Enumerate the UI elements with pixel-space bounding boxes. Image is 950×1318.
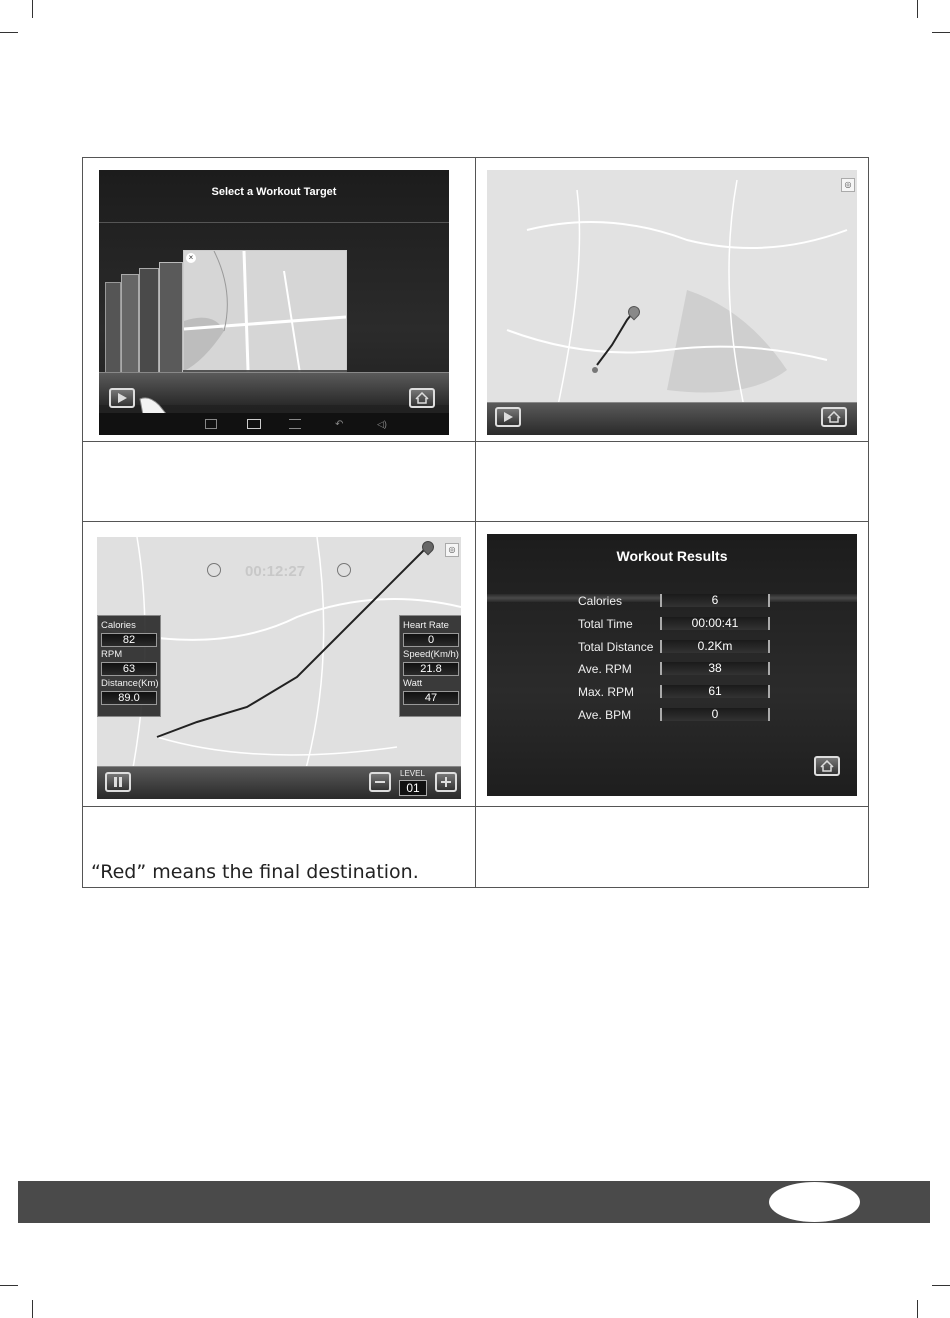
crop-mark (0, 1285, 18, 1286)
grid-divider (83, 521, 868, 522)
volume-icon[interactable]: ◁) (377, 419, 387, 429)
watt-label: Watt (403, 678, 423, 689)
destination-caption: “Red” means the final destination. (91, 861, 419, 883)
home-button[interactable] (409, 388, 435, 408)
crop-mark (932, 32, 950, 33)
calories-label: Calories (101, 620, 136, 631)
total-time-label: Total Time (578, 617, 633, 631)
close-card-icon[interactable]: × (186, 253, 196, 263)
pause-button[interactable] (105, 772, 131, 792)
rpm-value: 63 (101, 662, 157, 676)
level-down-button[interactable] (369, 772, 391, 792)
back-icon[interactable]: ↶ (335, 419, 344, 430)
ave-rpm-value: 38 (660, 662, 770, 675)
map-overview-screen (487, 170, 857, 435)
control-bar (487, 402, 857, 435)
android-home-icon[interactable] (289, 419, 301, 429)
level-value: 01 (399, 780, 427, 796)
play-button[interactable] (495, 407, 521, 427)
rpm-label: RPM (101, 649, 123, 660)
distance-value: 89.0 (101, 691, 157, 705)
home-button[interactable] (821, 407, 847, 427)
minus-icon (374, 776, 386, 788)
home-button[interactable] (814, 756, 840, 776)
prev-view-icon[interactable] (207, 563, 221, 577)
max-rpm-value: 61 (660, 685, 770, 698)
heart-rate-value: 0 (403, 633, 459, 647)
page-number-badge (769, 1182, 860, 1222)
calories-value: 82 (101, 633, 157, 647)
total-distance-label: Total Distance (578, 640, 654, 654)
android-nav-bar (99, 413, 449, 435)
locate-icon[interactable]: ◎ (445, 543, 459, 557)
recent-apps-icon[interactable] (205, 419, 217, 429)
crop-mark (32, 0, 33, 18)
max-rpm-label: Max. RPM (578, 685, 635, 699)
results-title: Workout Results (616, 548, 728, 564)
screenshot-grid (82, 157, 869, 888)
speed-value: 21.8 (403, 662, 459, 676)
ave-rpm-label: Ave. RPM (578, 662, 632, 676)
crop-mark (32, 1300, 33, 1318)
crop-mark (0, 32, 18, 33)
total-distance-value: 0.2Km (660, 640, 770, 653)
elapsed-timer: 00:12:27 (245, 563, 306, 580)
home-icon (415, 392, 429, 404)
home-icon (820, 760, 834, 772)
level-label: LEVEL (400, 769, 425, 778)
plus-icon (440, 776, 452, 788)
pause-icon (112, 776, 124, 788)
calories-value: 6 (660, 594, 770, 607)
heart-rate-label: Heart Rate (403, 620, 449, 631)
left-stats-panel (97, 615, 161, 717)
screenshot-icon[interactable] (247, 419, 261, 429)
ave-bpm-label: Ave. BPM (578, 708, 632, 722)
grid-divider (83, 441, 868, 442)
watt-value: 47 (403, 691, 459, 705)
crop-mark (917, 1300, 918, 1318)
next-view-icon[interactable] (337, 563, 351, 577)
locate-icon[interactable]: ◎ (841, 178, 855, 192)
screen-header: Select a Workout Target (211, 186, 337, 198)
crop-mark (917, 0, 918, 18)
home-icon (827, 411, 841, 423)
ave-bpm-value: 0 (660, 708, 770, 721)
workout-map-screen (97, 537, 461, 799)
crop-mark (932, 1285, 950, 1286)
calories-label: Calories (578, 594, 623, 608)
workout-target-screen (99, 170, 449, 435)
speed-label: Speed(Km/h) (403, 649, 459, 660)
grid-divider (475, 158, 476, 887)
header-divider (99, 222, 449, 223)
route-map (487, 170, 857, 435)
total-time-value: 00:00:41 (660, 617, 770, 630)
workout-results-screen (487, 534, 857, 796)
grid-divider (83, 806, 868, 807)
play-button[interactable] (109, 388, 135, 408)
distance-label: Distance(Km) (101, 678, 159, 689)
play-icon (502, 411, 514, 423)
level-up-button[interactable] (435, 772, 457, 792)
play-icon (116, 392, 128, 404)
right-stats-panel (399, 615, 461, 717)
